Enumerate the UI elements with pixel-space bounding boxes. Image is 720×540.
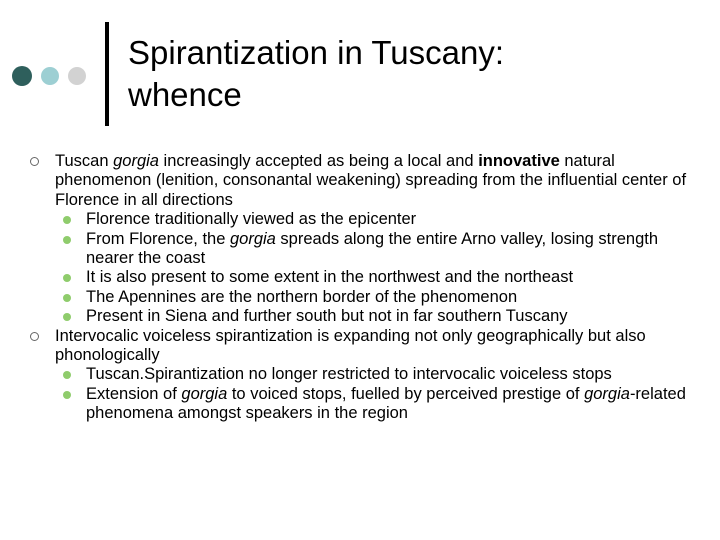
hollow-bullet-icon (30, 332, 39, 341)
hollow-bullet-icon (30, 157, 39, 166)
sub-bullet (30, 210, 702, 229)
dark-teal-dot (12, 66, 32, 86)
green-bullet-icon (63, 274, 71, 282)
title-line-1: Spirantization in Tuscany: (128, 34, 505, 71)
decorative-dots (12, 66, 102, 86)
sub-bullet-text-italic: gorgia (181, 384, 228, 403)
sub-bullet (30, 307, 702, 326)
sub-bullet-text: spreads along the entire Arno valley, losing strength nearer the coast (86, 229, 659, 268)
bullet-text: Tuscan (55, 152, 114, 170)
green-bullet-icon (63, 371, 71, 379)
bullet-text-italic: gorgia (113, 152, 159, 170)
green-bullet-icon (63, 294, 71, 302)
sub-bullet (30, 288, 702, 307)
sub-bullet (30, 365, 702, 384)
title-divider (105, 22, 109, 126)
sub-bullet (30, 385, 702, 424)
grey-dot (68, 67, 86, 85)
sub-bullet-text: From Florence, the (86, 229, 230, 248)
sub-bullet-text: to voiced stops, fuelled by perceived prestige of (227, 384, 585, 403)
green-bullet-icon (63, 236, 71, 244)
light-teal-dot (41, 67, 59, 85)
green-bullet-icon (63, 216, 71, 224)
sub-bullet-text: -related phenomena amongst speakers in the region (86, 384, 686, 423)
title-line-2: whence (128, 76, 242, 113)
bullet-text-bold: innovative (478, 152, 560, 170)
sub-bullet-text: Extension of (86, 384, 182, 403)
bullet-text: Intervocalic voiceless spirantization is expanding not only geographically but also phonologically (55, 326, 646, 365)
bullet-text: natural phenomenon (lenition, consonantal weakening) spreading from the influential center of Florence in all directions (55, 152, 687, 209)
sub-bullet-text: Tuscan.Spirantization no longer restricted to intervocalic voiceless stops (86, 365, 612, 384)
sub-bullet-text-italic: gorgia (584, 384, 630, 403)
sub-bullet-text: The Apennines are the northern border of the phenomenon (86, 287, 518, 306)
slide-body (30, 152, 702, 424)
green-bullet-icon (63, 313, 71, 321)
sub-bullet-text: Florence traditionally viewed as the epicenter (86, 210, 417, 229)
slide-title (128, 32, 698, 116)
bullet-spirantization-expanding (30, 327, 702, 366)
sub-bullet-text-italic: gorgia (229, 229, 276, 248)
sub-bullet (30, 230, 702, 269)
bullet-gorgia-origin (30, 152, 702, 210)
green-bullet-icon (63, 391, 71, 399)
sub-bullet (30, 268, 702, 287)
sub-bullet-text: It is also present to some extent in the northwest and the northeast (86, 268, 574, 287)
sub-bullet-text: Present in Siena and further south but not in far southern Tuscany (86, 307, 568, 326)
bullet-text: increasingly accepted as being a local and (158, 152, 479, 170)
